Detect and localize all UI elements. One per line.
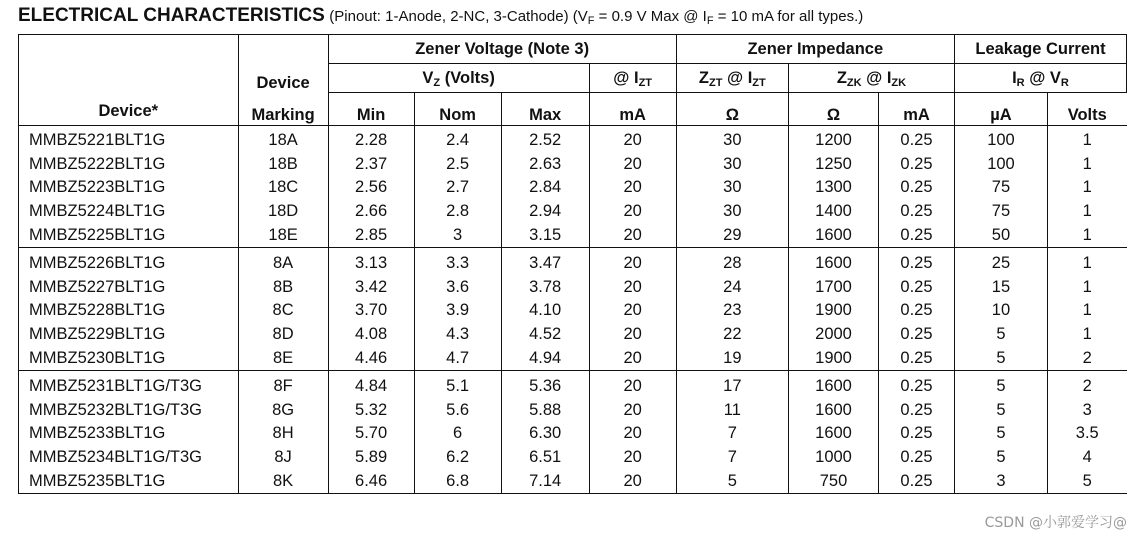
cell-marking: 18E	[238, 224, 328, 248]
table-row	[19, 323, 1127, 347]
cell-max: 5.36	[501, 371, 589, 398]
cell-marking: 8B	[238, 275, 328, 299]
cell-max: 6.51	[501, 446, 589, 470]
cell-ir: 50	[954, 224, 1047, 248]
table-row	[19, 248, 1127, 275]
cell-device: MMBZ5226BLT1G	[19, 248, 239, 275]
cell-min: 5.89	[328, 446, 414, 470]
cell-izt: 20	[589, 422, 676, 446]
cell-izk: 0.25	[879, 152, 955, 176]
header-izt-unit: mA	[589, 93, 676, 126]
cell-zzt: 30	[676, 152, 788, 176]
table-row	[19, 398, 1127, 422]
cell-ir: 5	[954, 323, 1047, 347]
cell-zzt: 28	[676, 248, 788, 275]
cell-zzt: 29	[676, 224, 788, 248]
cell-max: 4.94	[501, 347, 589, 371]
cell-izt: 20	[589, 224, 676, 248]
cell-izt: 20	[589, 446, 676, 470]
cell-zzt: 30	[676, 176, 788, 200]
header-device: Device*	[19, 93, 239, 126]
cell-zzk: 1200	[788, 125, 878, 152]
cell-min: 3.42	[328, 275, 414, 299]
cell-izt: 20	[589, 152, 676, 176]
cell-ir: 25	[954, 248, 1047, 275]
cell-min: 4.08	[328, 323, 414, 347]
cell-nom: 5.1	[414, 371, 501, 398]
cell-max: 2.52	[501, 125, 589, 152]
header-zzt-unit: Ω	[676, 93, 788, 126]
cell-nom: 2.8	[414, 200, 501, 224]
table-title	[18, 5, 863, 27]
cell-zzt: 17	[676, 371, 788, 398]
header-vz: VZ (Volts)	[328, 64, 589, 93]
cell-marking: 18D	[238, 200, 328, 224]
cell-zzt: 24	[676, 275, 788, 299]
cell-device: MMBZ5225BLT1G	[19, 224, 239, 248]
cell-zzk: 1600	[788, 371, 878, 398]
cell-vr: 3	[1082, 400, 1092, 419]
cell-ir: 5	[954, 398, 1047, 422]
cell-izt: 20	[589, 299, 676, 323]
table-header	[19, 35, 1127, 126]
header-marking-spacer	[238, 35, 328, 64]
cell-izk: 0.25	[879, 200, 955, 224]
cell-vr: 5	[1048, 470, 1127, 494]
cell-zzk: 1600	[788, 248, 878, 275]
cell-max: 3.47	[501, 248, 589, 275]
cell-min: 3.13	[328, 248, 414, 275]
cell-izt: 20	[589, 347, 676, 371]
cell-device: MMBZ5230BLT1G	[19, 347, 239, 371]
cell-device: MMBZ5221BLT1G	[19, 125, 239, 152]
cell-nom: 4.3	[414, 323, 501, 347]
table-body	[19, 125, 1127, 494]
cell-device: MMBZ5224BLT1G	[19, 200, 239, 224]
cell-device: MMBZ5222BLT1G	[19, 152, 239, 176]
cell-zzt: 22	[676, 323, 788, 347]
header-device-spacer	[19, 35, 239, 64]
cell-izk: 0.25	[879, 275, 955, 299]
cell-nom: 2.4	[414, 125, 501, 152]
cell-vr: 1	[1082, 154, 1092, 173]
cell-izk: 0.25	[879, 248, 955, 275]
table-row	[19, 200, 1127, 224]
cell-izk: 0.25	[879, 422, 955, 446]
cell-zzk: 1300	[788, 176, 878, 200]
cell-izk: 0.25	[879, 446, 955, 470]
cell-vr: 2	[1082, 376, 1092, 395]
header-zzk-unit: Ω	[788, 93, 878, 126]
cell-izt: 20	[589, 470, 676, 494]
cell-max: 4.10	[501, 299, 589, 323]
header-izt: @ IZT	[589, 64, 676, 93]
cell-zzt: 30	[676, 125, 788, 152]
cell-min: 5.32	[328, 398, 414, 422]
cell-izt: 20	[589, 398, 676, 422]
cell-zzt: 19	[676, 347, 788, 371]
cell-min: 2.28	[328, 125, 414, 152]
header-max: Max	[501, 93, 589, 126]
cell-zzk: 1900	[788, 299, 878, 323]
cell-vr: 1	[1082, 325, 1092, 344]
cell-nom: 3	[414, 224, 501, 248]
cell-max: 4.52	[501, 323, 589, 347]
cell-vr: 2	[1048, 347, 1127, 371]
cell-izk: 0.25	[879, 371, 955, 398]
cell-max: 7.14	[501, 470, 589, 494]
cell-vr: 1	[1082, 178, 1092, 197]
cell-zzt: 7	[676, 446, 788, 470]
cell-marking: 8J	[238, 446, 328, 470]
cell-izk: 0.25	[879, 176, 955, 200]
cell-device: MMBZ5227BLT1G	[19, 275, 239, 299]
cell-nom: 2.5	[414, 152, 501, 176]
table-row	[19, 446, 1127, 470]
cell-min: 2.37	[328, 152, 414, 176]
cell-zzt: 5	[676, 470, 788, 494]
cell-min: 5.70	[328, 422, 414, 446]
cell-nom: 5.6	[414, 398, 501, 422]
cell-ir: 10	[954, 299, 1047, 323]
cell-min: 2.85	[328, 224, 414, 248]
cell-zzk: 1250	[788, 152, 878, 176]
cell-izk: 0.25	[879, 347, 955, 371]
cell-max: 3.15	[501, 224, 589, 248]
cell-max: 2.94	[501, 200, 589, 224]
cell-max: 2.63	[501, 152, 589, 176]
cell-vr: 1	[1082, 253, 1092, 272]
table-row	[19, 275, 1127, 299]
cell-izk: 0.25	[879, 398, 955, 422]
cell-ir: 100	[954, 152, 1047, 176]
table-row	[19, 422, 1127, 446]
cell-izt: 20	[589, 248, 676, 275]
table-row	[19, 371, 1127, 398]
cell-nom: 4.7	[414, 347, 501, 371]
header-marking-line1: Device	[238, 64, 328, 93]
cell-ir: 5	[954, 446, 1047, 470]
cell-izt: 20	[589, 323, 676, 347]
cell-min: 4.46	[328, 347, 414, 371]
header-min: Min	[328, 93, 414, 126]
cell-nom: 6.2	[414, 446, 501, 470]
cell-nom: 2.7	[414, 176, 501, 200]
cell-izk: 0.25	[879, 224, 955, 248]
cell-max: 5.88	[501, 398, 589, 422]
cell-nom: 3.3	[414, 248, 501, 275]
header-nom: Nom	[414, 93, 501, 126]
cell-device: MMBZ5228BLT1G	[19, 299, 239, 323]
cell-marking: 18A	[238, 125, 328, 152]
cell-marking: 18B	[238, 152, 328, 176]
cell-ir: 75	[954, 200, 1047, 224]
cell-ir: 100	[954, 125, 1047, 152]
cell-vr: 1	[1082, 202, 1092, 221]
cell-marking: 8H	[238, 422, 328, 446]
watermark: CSDN @小郭爱学习@	[984, 515, 1127, 531]
cell-izk: 0.25	[879, 125, 955, 152]
cell-max: 3.78	[501, 275, 589, 299]
cell-marking: 8A	[238, 248, 328, 275]
cell-zzk: 1400	[788, 200, 878, 224]
cell-izk: 0.25	[879, 323, 955, 347]
table-row	[19, 224, 1127, 248]
cell-vr: 4	[1082, 448, 1092, 467]
cell-zzk: 1700	[788, 275, 878, 299]
cell-ir: 5	[954, 347, 1047, 371]
header-vr-unit: Volts	[1048, 93, 1127, 126]
cell-marking: 18C	[238, 176, 328, 200]
cell-min: 3.70	[328, 299, 414, 323]
cell-vr: 1	[1082, 301, 1092, 320]
cell-zzt: 11	[676, 398, 788, 422]
header-zzt: ZZT @ IZT	[676, 64, 788, 93]
cell-device: MMBZ5223BLT1G	[19, 176, 239, 200]
table-row	[19, 176, 1127, 200]
header-zener-impedance: Zener Impedance	[676, 35, 954, 64]
header-marking-line2: Marking	[238, 93, 328, 126]
cell-izt: 20	[589, 275, 676, 299]
cell-min: 2.56	[328, 176, 414, 200]
cell-min: 4.84	[328, 371, 414, 398]
cell-min: 6.46	[328, 470, 414, 494]
cell-vr: 1	[1082, 130, 1092, 149]
cell-device: MMBZ5233BLT1G	[19, 422, 239, 446]
cell-marking: 8E	[238, 347, 328, 371]
cell-vr: 1	[1048, 224, 1127, 248]
cell-device: MMBZ5231BLT1G/T3G	[19, 371, 239, 398]
cell-izt: 20	[589, 176, 676, 200]
table-row	[19, 347, 1127, 371]
header-izk-unit: mA	[879, 93, 955, 126]
cell-nom: 6	[414, 422, 501, 446]
cell-zzt: 7	[676, 422, 788, 446]
cell-ir: 5	[954, 422, 1047, 446]
cell-marking: 8G	[238, 398, 328, 422]
cell-device: MMBZ5235BLT1G	[19, 470, 239, 494]
cell-max: 2.84	[501, 176, 589, 200]
cell-zzk: 1600	[788, 422, 878, 446]
cell-device: MMBZ5234BLT1G/T3G	[19, 446, 239, 470]
header-zener-voltage: Zener Voltage (Note 3)	[328, 35, 676, 64]
cell-ir: 5	[954, 371, 1047, 398]
cell-min: 2.66	[328, 200, 414, 224]
header-zzk: ZZK @ IZK	[788, 64, 954, 93]
cell-device: MMBZ5229BLT1G	[19, 323, 239, 347]
header-ir: IR @ VR	[954, 64, 1126, 93]
cell-vr: 3.5	[1075, 424, 1099, 443]
cell-device: MMBZ5232BLT1G/T3G	[19, 398, 239, 422]
cell-marking: 8D	[238, 323, 328, 347]
cell-nom: 3.6	[414, 275, 501, 299]
cell-izk: 0.25	[879, 299, 955, 323]
cell-zzt: 23	[676, 299, 788, 323]
cell-zzk: 750	[788, 470, 878, 494]
header-ir-unit: µA	[954, 93, 1047, 126]
header-leakage-current: Leakage Current	[954, 35, 1126, 64]
cell-zzk: 1000	[788, 446, 878, 470]
cell-ir: 15	[954, 275, 1047, 299]
cell-izk: 0.25	[879, 470, 955, 494]
cell-zzk: 2000	[788, 323, 878, 347]
cell-marking: 8C	[238, 299, 328, 323]
electrical-characteristics-table	[18, 34, 1127, 494]
title-note: (Pinout: 1-Anode, 2-NC, 3-Cathode) ($V_F = 0.9$ V Max @ $I_F = 10$ mA for all types.)	[329, 8, 864, 27]
cell-zzk: 1600	[788, 398, 878, 422]
cell-nom: 3.9	[414, 299, 501, 323]
header-device-spacer-2	[19, 64, 239, 93]
cell-zzk: 1600	[788, 224, 878, 248]
table-row	[19, 299, 1127, 323]
cell-ir: 75	[954, 176, 1047, 200]
title-main: ELECTRICAL CHARACTERISTICS	[18, 5, 325, 26]
table-row	[19, 125, 1127, 152]
cell-izt: 20	[589, 125, 676, 152]
cell-marking: 8K	[238, 470, 328, 494]
cell-izt: 20	[589, 371, 676, 398]
cell-ir: 3	[954, 470, 1047, 494]
cell-marking: 8F	[238, 371, 328, 398]
cell-nom: 6.8	[414, 470, 501, 494]
cell-max: 6.30	[501, 422, 589, 446]
cell-zzt: 30	[676, 200, 788, 224]
table-row	[19, 152, 1127, 176]
cell-vr: 1	[1082, 277, 1092, 296]
cell-zzk: 1900	[788, 347, 878, 371]
table-row	[19, 470, 1127, 494]
cell-izt: 20	[589, 200, 676, 224]
